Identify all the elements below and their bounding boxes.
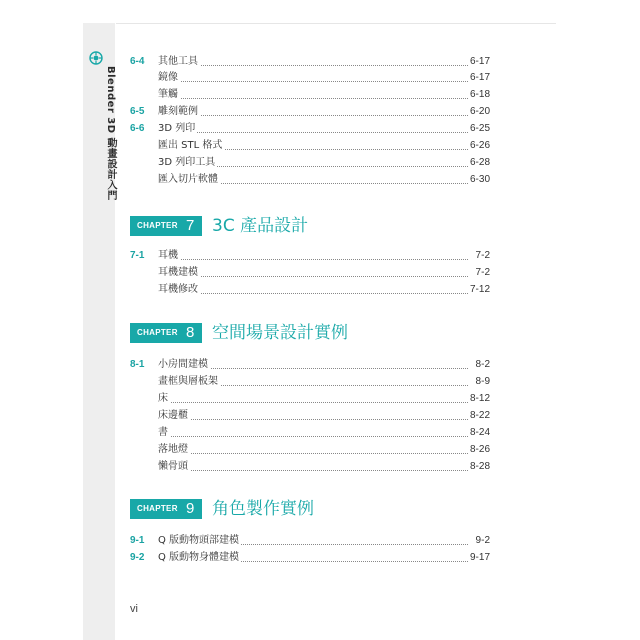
entry-title: 耳機修改 xyxy=(158,282,200,298)
dot-leader xyxy=(158,259,468,260)
entry-title: 床邊櫃 xyxy=(158,408,190,424)
dot-leader xyxy=(158,65,468,66)
dot-leader xyxy=(158,81,468,82)
page-ref: 8-12 xyxy=(468,391,490,407)
page-ref: 7-2 xyxy=(474,265,490,281)
page-ref: 8-28 xyxy=(468,459,490,475)
chapter-title: 3C 產品設計 xyxy=(212,216,309,236)
toc-entry[interactable] xyxy=(130,54,490,70)
page-ref: 6-17 xyxy=(468,54,490,70)
toc-entry[interactable] xyxy=(130,425,490,441)
chapter-number: 7 xyxy=(186,217,195,234)
entry-title: 3D 列印工具 xyxy=(158,155,217,171)
page-ref: 7-2 xyxy=(474,248,490,264)
entry-title: Q 版動物頭部建模 xyxy=(158,533,241,549)
page-ref: 9-17 xyxy=(468,550,490,566)
page-ref: 8-2 xyxy=(474,357,490,373)
toc-entry[interactable] xyxy=(130,172,490,188)
toc-entry[interactable] xyxy=(130,104,490,120)
book-title-vertical: Blender 3D 動畫設計入門 xyxy=(105,66,116,201)
entry-title: 雕刻範例 xyxy=(158,104,200,120)
page-ref: 9-2 xyxy=(474,533,490,549)
toc-entry[interactable] xyxy=(130,121,490,137)
chapter-number: 9 xyxy=(186,500,195,517)
dot-leader xyxy=(158,470,468,471)
toc-entry[interactable] xyxy=(130,138,490,154)
chapter-badge xyxy=(130,323,202,343)
entry-title: 耳機建模 xyxy=(158,265,200,281)
dot-leader xyxy=(158,436,468,437)
toc-entry[interactable] xyxy=(130,408,490,424)
section-number: 8-1 xyxy=(130,359,145,370)
toc-entry[interactable] xyxy=(130,87,490,103)
page-ref: 6-26 xyxy=(468,138,490,154)
page-ref: 8-24 xyxy=(468,425,490,441)
toc-entry[interactable] xyxy=(130,248,490,264)
page-ref: 8-26 xyxy=(468,442,490,458)
dot-leader xyxy=(158,402,468,403)
dot-leader xyxy=(158,419,468,420)
chapter-label: CHAPTER xyxy=(137,328,178,337)
toc-entry[interactable] xyxy=(130,459,490,475)
page-ref: 6-20 xyxy=(468,104,490,120)
toc-entry[interactable] xyxy=(130,533,490,549)
entry-title: 書 xyxy=(158,425,170,441)
page-ref: 7-12 xyxy=(468,282,490,298)
toc-entry[interactable] xyxy=(130,282,490,298)
page-ref: 8-22 xyxy=(468,408,490,424)
entry-title: 筆觸 xyxy=(158,87,180,103)
chapter-title: 空間場景設計實例 xyxy=(212,323,348,343)
chapter-badge xyxy=(130,499,202,519)
toc-entry[interactable] xyxy=(130,550,490,566)
toc-entry[interactable] xyxy=(130,70,490,86)
dot-leader xyxy=(158,98,468,99)
toc-entry[interactable] xyxy=(130,442,490,458)
entry-title: 匯入切片軟體 xyxy=(158,172,220,188)
page-ref: 6-30 xyxy=(468,172,490,188)
top-rule xyxy=(116,23,556,24)
toc-entry[interactable] xyxy=(130,357,490,373)
entry-title: 匯出 STL 格式 xyxy=(158,138,224,154)
page-ref: 6-28 xyxy=(468,155,490,171)
entry-title: 落地燈 xyxy=(158,442,190,458)
dot-leader xyxy=(158,453,468,454)
chapter-label: CHAPTER xyxy=(137,221,178,230)
chapter-title: 角色製作實例 xyxy=(212,499,314,519)
page-ref: 6-17 xyxy=(468,70,490,86)
entry-title: 鏡像 xyxy=(158,70,180,86)
entry-title: Q 版動物身體建模 xyxy=(158,550,241,566)
book-logo-icon xyxy=(89,51,103,65)
toc-entry[interactable] xyxy=(130,374,490,390)
entry-title: 畫框與層板架 xyxy=(158,374,220,390)
page-ref: 6-18 xyxy=(468,87,490,103)
section-number: 6-5 xyxy=(130,106,145,117)
dot-leader xyxy=(158,293,468,294)
chapter-badge xyxy=(130,216,202,236)
entry-title: 耳機 xyxy=(158,248,180,264)
chapter-label: CHAPTER xyxy=(137,504,178,513)
toc-entry[interactable] xyxy=(130,155,490,171)
section-number: 9-1 xyxy=(130,535,145,546)
entry-title: 其他工具 xyxy=(158,54,200,70)
chapter-number: 8 xyxy=(186,324,195,341)
entry-title: 3D 列印 xyxy=(158,121,197,137)
entry-title: 小房間建模 xyxy=(158,357,210,373)
page-ref: 8-9 xyxy=(474,374,490,390)
toc-entry[interactable] xyxy=(130,391,490,407)
page-number: vi xyxy=(130,603,138,615)
toc-entry[interactable] xyxy=(130,265,490,281)
entry-title: 床 xyxy=(158,391,170,407)
page-ref: 6-25 xyxy=(468,121,490,137)
section-number: 6-6 xyxy=(130,123,145,134)
section-number: 6-4 xyxy=(130,56,145,67)
section-number: 9-2 xyxy=(130,552,145,563)
dot-leader xyxy=(158,115,468,116)
section-number: 7-1 xyxy=(130,250,145,261)
dot-leader xyxy=(158,132,468,133)
entry-title: 懶骨頭 xyxy=(158,459,190,475)
dot-leader xyxy=(158,276,468,277)
